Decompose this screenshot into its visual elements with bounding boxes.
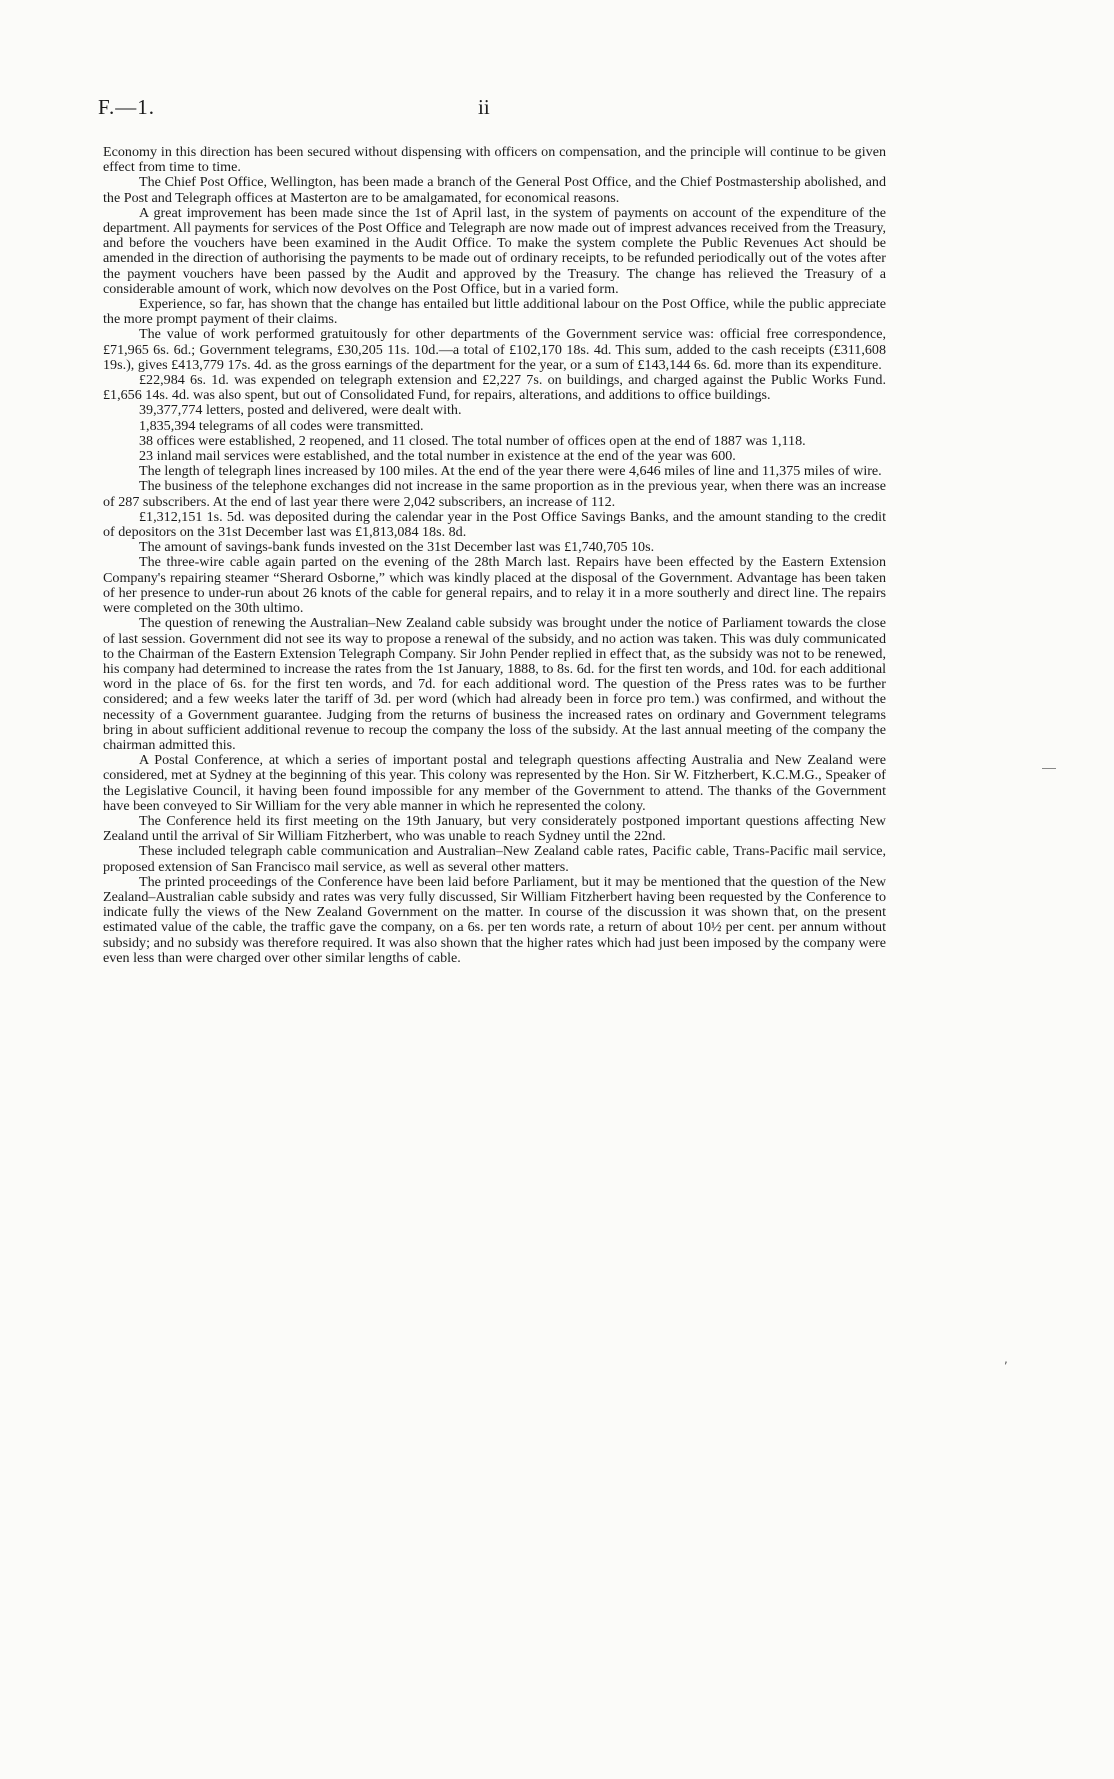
paragraph: The three-wire cable again parted on the evening of the 28th March last. Repairs have been effected by the Eastern Extension Company's repairing steamer “Sherard Osborne,” which was kindly placed at the disposal of the Government. Advantage has been taken of her presence to under-run about 26 knots of the cable for general repairs, and to relay it in a more southerly and direct line. The repairs were completed on the 30th ultimo. <box>103 554 886 617</box>
paragraph: The length of telegraph lines increased by 100 miles. At the end of the year there were 4,646 miles of line and 11,375 miles of wire. <box>139 463 882 480</box>
paragraph: A great improvement has been made since the 1st of April last, in the system of payments on account of the expenditure of the department. All payments for services of the Post Office and Telegraph are now made out of imprest advances received from the Treasury, and before the vouchers have been examined in the Audit Office. To make the system complete the Public Revenues Act should be amended in the direction of authorising the payments to be made out of ordinary receipts, to be refunded periodically out of the votes after the payment vouchers have been passed by the Audit and approved by the Treasury. The change has relieved the Treasury of a considerable amount of work, which now devolves on the Post Office, but in a varied form. <box>103 204 886 297</box>
paragraph: 1,835,394 telegrams of all codes were transmitted. <box>139 417 424 434</box>
paragraph: The amount of savings-bank funds invested on the 31st December last was £1,740,705 10s. <box>139 539 655 556</box>
paragraph: 39,377,774 letters, posted and delivered, were dealt with. <box>139 402 462 419</box>
body-text <box>103 145 886 966</box>
paragraph: £22,984 6s. 1d. was expended on telegraph extension and £2,227 7s. on buildings, and charged against the Public Works Fund. £1,656 14s. 4d. was also spent, but out of Consolidated Fund, for repairs, alterations, and additions to office buildings. <box>103 372 886 404</box>
paragraph: The value of work performed gratuitously for other departments of the Government service was: official free correspondence, £71,965 6s. 6d.; Government telegrams, £30,205 11s. 10d.—a total of £102,170 18s. 4d. This sum, added to the cash receipts (£311,608 19s.), gives £413,779 17s. 4d. as the gross earnings of the department for the year, or a sum of £143,144 6s. 6d. more than its expenditure. <box>103 326 886 373</box>
paragraph: These included telegraph cable communication and Australian–New Zealand cable rates, Pacific cable, Trans-Pacific mail service, proposed extension of San Francisco mail service, as well as several other matters. <box>103 843 886 875</box>
margin-mark <box>1042 768 1056 769</box>
paragraph: Economy in this direction has been secured without dispensing with officers on compensation, and the principle will continue to be given effect from time to time. <box>103 144 886 176</box>
paragraph: The printed proceedings of the Conference have been laid before Parliament, but it may be mentioned that the question of the New Zealand–Australian cable subsidy and rates was very fully discussed, Sir William Fitzherbert having been requested by the Conference to indicate fully the views of the New Zealand Government on the matter. In course of the discussion it was shown that, on the present estimated value of the cable, the traffic gave the company, on a 6s. per ten words rate, a return of about 10½ per cent. per annum without subsidy; and no subsidy was therefore required. It was also shown that the higher rates which had just been imposed by the company were even less than were charged over other similar lengths of cable. <box>103 873 886 966</box>
paragraph: £1,312,151 1s. 5d. was deposited during the calendar year in the Post Office Savings Banks, and the amount standing to the credit of depositors on the 31st December last was £1,813,084 18s. 8d. <box>103 508 886 541</box>
paragraph: 38 offices were established, 2 reopened, and 11 closed. The total number of offices open at the end of 1887 was 1,118. <box>139 432 806 449</box>
paragraph: The question of renewing the Australian–New Zealand cable subsidy was brought under the notice of Parliament towards the close of last session. Government did not see its way to propose a renewal of the subsidy, and no action was taken. This was duly communicated to the Chairman of the Eastern Extension Telegraph Company. Sir John Pender replied in effect that, as the subsidy was not to be renewed, his company had determined to increase the rates from the 1st January, 1888, to 8s. 6d. for the first ten words, and 10d. for each additional word in the place of 6s. for the first ten words, and 7d. for each additional word. The question of the Press rates was to be further considered; and a few weeks later the tariff of 3d. per word (which had already been in force pro tem.) was confirmed, and without the necessity of a Government guarantee. Judging from the returns of business the increased rates on ordinary and Government telegrams bring in about sufficient additional revenue to recoup the company the loss of the subsidy. At the last annual meeting of the company the chairman admitted this. <box>103 615 886 753</box>
paragraph: The Conference held its first meeting on the 19th January, but very considerately postponed important questions affecting New Zealand until the arrival of Sir William Fitzherbert, who was unable to reach Sydney until the 22nd. <box>103 812 886 845</box>
margin-mark: , <box>1004 1352 1008 1366</box>
paragraph: The Chief Post Office, Wellington, has been made a branch of the General Post Office, and the Chief Postmastership abolished, and the Post and Telegraph offices at Masterton are to be amalgamated, for economical reasons. <box>103 174 886 206</box>
page-number: ii <box>478 95 490 119</box>
paragraph: Experience, so far, has shown that the change has entailed but little additional labour on the Post Office, while the public appreciate the more prompt payment of their claims. <box>103 296 886 328</box>
paragraph: The business of the telephone exchanges did not increase in the same proportion as in the previous year, when there was an increase of 287 subscribers. At the end of last year there were 2,042 subscribers, an increase of 112. <box>103 478 886 510</box>
document-reference: F.—1. <box>98 95 155 119</box>
page-header <box>98 95 978 125</box>
paragraph: 23 inland mail services were established, and the total number in existence at the end of the year was 600. <box>139 448 736 465</box>
paragraph: A Postal Conference, at which a series of important postal and telegraph questions affecting Australia and New Zealand were considered, met at Sydney at the beginning of this year. This colony was represented by the Hon. Sir W. Fitzherbert, K.C.M.G., Speaker of the Legislative Council, it having been found impossible for any member of the Government to attend. The thanks of the Government have been conveyed to Sir William for the very able manner in which he represented the colony. <box>103 752 886 814</box>
